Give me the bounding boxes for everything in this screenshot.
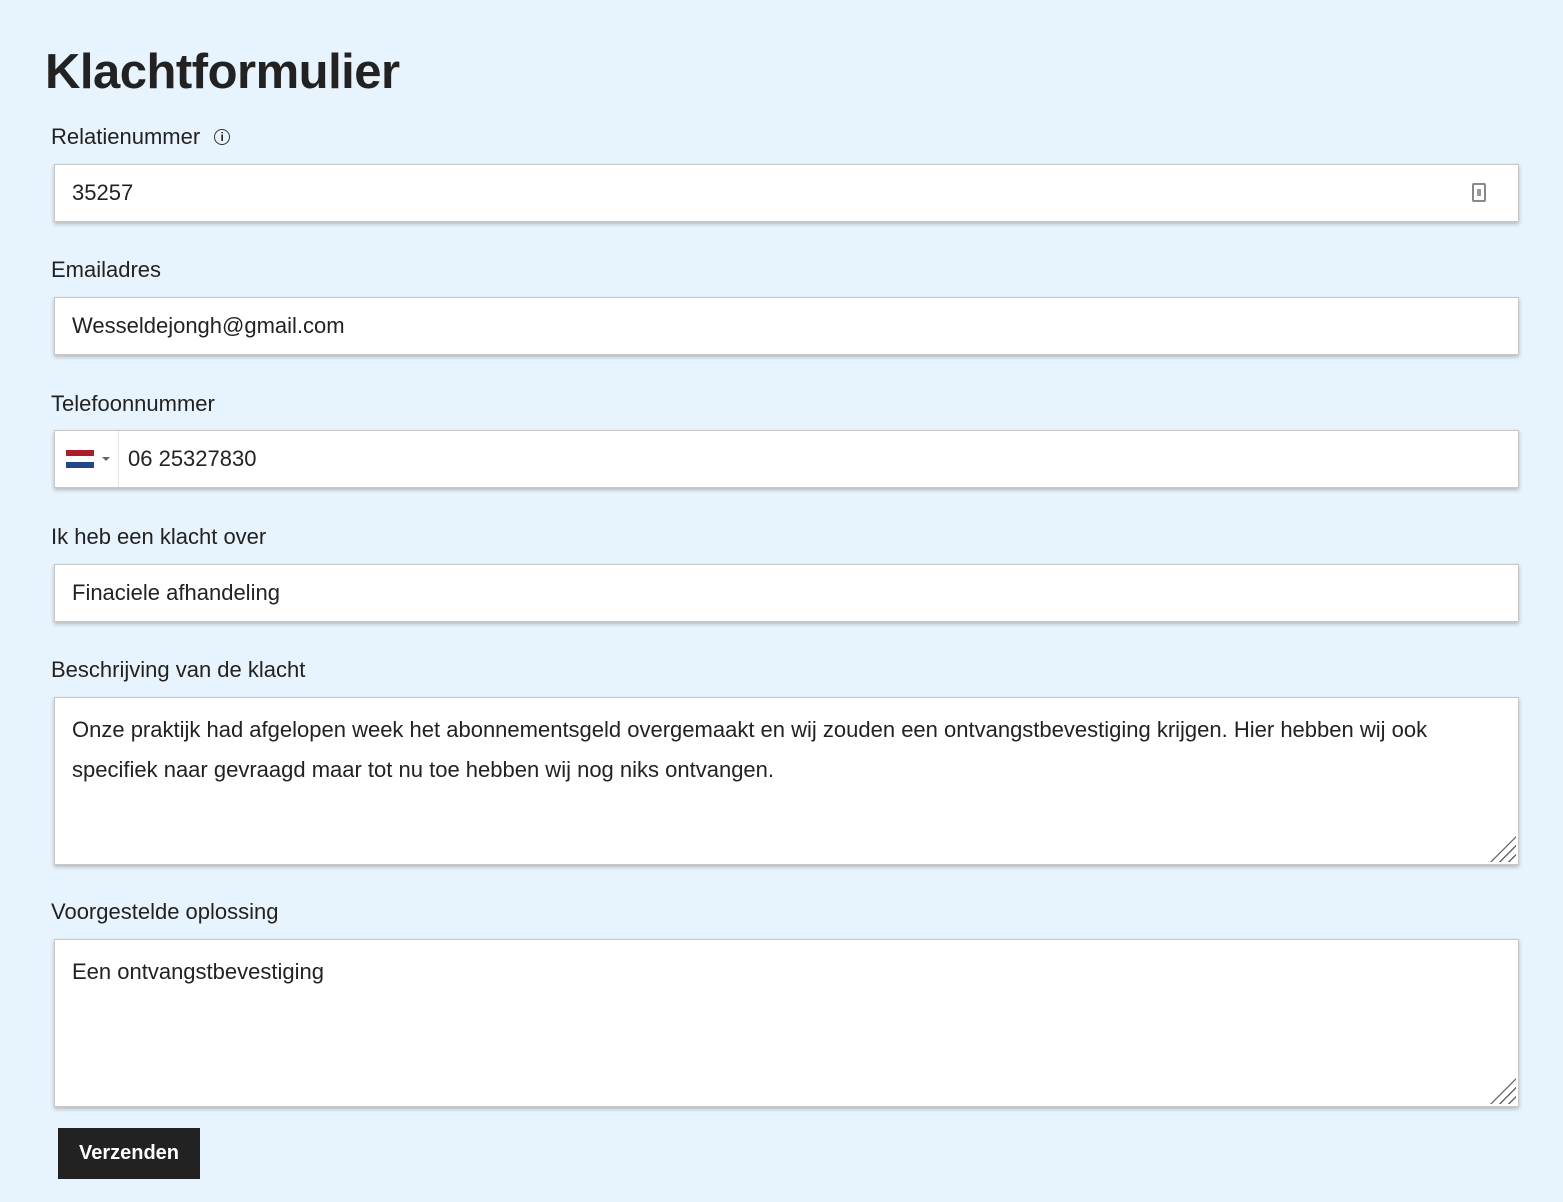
phone-label: Telefoonnummer <box>51 391 215 416</box>
complaint-topic-label: Ik heb een klacht over <box>51 524 267 549</box>
page-title: Klachtformulier <box>45 45 400 99</box>
relatienummer-value: 35257 <box>72 180 134 205</box>
complaint-topic-value: Finaciele afhandeling <box>72 580 280 605</box>
solution-value: Een ontvangstbevestiging <box>72 959 324 984</box>
email-label: Emailadres <box>51 257 162 282</box>
relatienummer-input[interactable] <box>54 164 1519 222</box>
contact-card-icon[interactable] <box>1472 183 1486 202</box>
complaint-topic-input[interactable] <box>54 564 1519 622</box>
submit-button[interactable]: Verzenden <box>58 1128 200 1179</box>
phone-input[interactable] <box>54 430 1519 488</box>
info-icon[interactable]: i <box>214 129 230 145</box>
solution-textarea[interactable] <box>54 939 1519 1107</box>
email-value: Wesseldejongh@gmail.com <box>72 313 345 338</box>
email-input[interactable] <box>54 297 1519 355</box>
relatienummer-label <box>51 124 230 150</box>
description-textarea[interactable] <box>54 697 1519 865</box>
phone-value: 06 25327830 <box>128 446 257 471</box>
country-selector[interactable] <box>55 431 119 487</box>
netherlands-flag-icon <box>66 450 94 469</box>
solution-label: Voorgestelde oplossing <box>51 899 279 924</box>
resize-handle-icon[interactable] <box>1490 836 1516 862</box>
relatienummer-label-text: Relatienummer <box>51 124 201 149</box>
description-value: Onze praktijk had afgelopen week het abonnementsgeld overgemaakt en wij zouden een ontvangstbevestiging krijgen. Hier hebben wij ook specifiek naar gevraagd maar tot nu toe hebben wij nog niks ontvangen. <box>72 717 1428 782</box>
description-label: Beschrijving van de klacht <box>51 657 306 682</box>
resize-handle-icon[interactable] <box>1490 1078 1516 1104</box>
caret-down-icon <box>102 457 110 461</box>
